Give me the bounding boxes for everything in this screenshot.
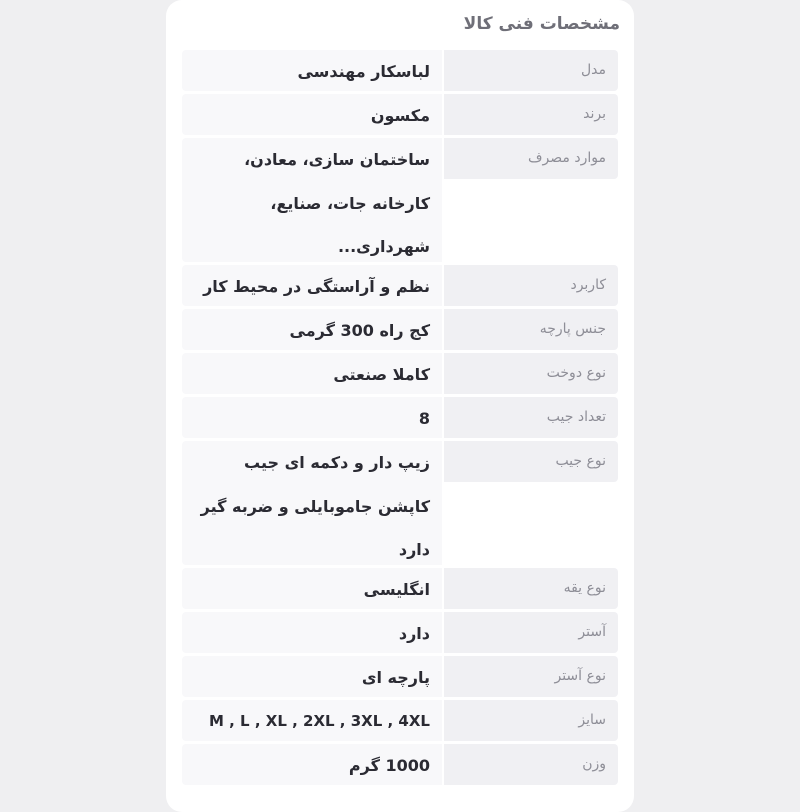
spec-row-lining [182,612,618,653]
spec-row-size [182,700,618,741]
spec-label: نوع یقه [444,568,618,609]
spec-label: برند [444,94,618,135]
spec-value-line: زیپ دار و دکمه ای جیب [244,453,430,472]
spec-value-line: دارد [398,540,430,559]
spec-value-line: 8 [418,409,430,428]
spec-value-line: شهرداری... [337,237,430,256]
spec-value [182,397,442,438]
spec-value [182,568,442,609]
spec-label: کاربرد [444,265,618,306]
specs-card [166,0,634,812]
spec-value [182,50,442,91]
spec-value [182,744,442,785]
spec-label: نوع آستر [444,656,618,697]
spec-row-lining-type [182,656,618,697]
spec-label: آستر [444,612,618,653]
spec-value [182,94,442,135]
spec-label: نوع جیب [444,441,618,482]
section-title: مشخصات فنی کالا [463,14,620,34]
spec-label: تعداد جیب [444,397,618,438]
spec-row-collar [182,568,618,609]
spec-value-line: 1000 گرم [348,756,430,775]
spec-label: وزن [444,744,618,785]
spec-value [182,656,442,697]
spec-value-line: ساختمان سازی، معادن، [244,150,430,169]
spec-value-line: نظم و آراستگی در محیط کار [203,277,430,296]
spec-value-line: انگلیسی [363,580,430,599]
spec-value-line: مکسون [370,106,430,125]
spec-row-fabric [182,309,618,350]
spec-label: نوع دوخت [444,353,618,394]
spec-row-usage [182,138,618,262]
spec-value-line: لباسکار مهندسی [297,62,430,81]
spec-value [182,309,442,350]
spec-value-line: M , L , XL , 2XL , 3XL , 4XL [208,712,430,730]
spec-row-application [182,265,618,306]
spec-value-line: دارد [398,624,430,643]
spec-value [182,700,442,741]
spec-value [182,138,442,262]
spec-value [182,441,442,565]
spec-value-line: کج راه 300 گرمی [289,321,430,340]
spec-row-pocket-type [182,441,618,565]
spec-value-line: کاملا صنعتی [333,365,430,384]
spec-value [182,353,442,394]
spec-row-model [182,50,618,91]
spec-row-brand [182,94,618,135]
spec-row-stitching [182,353,618,394]
spec-label: سایز [444,700,618,741]
spec-value-line: کاپشن جاموبایلی و ضربه گیر [200,496,430,516]
spec-label: مدل [444,50,618,91]
spec-label: جنس پارچه [444,309,618,350]
spec-label: موارد مصرف [444,138,618,179]
spec-value-line: پارچه ای [361,668,430,687]
spec-row-pocket-count [182,397,618,438]
spec-row-weight [182,744,618,785]
spec-value [182,612,442,653]
spec-value-line: کارخانه جات، صنایع، [270,193,430,213]
spec-value [182,265,442,306]
